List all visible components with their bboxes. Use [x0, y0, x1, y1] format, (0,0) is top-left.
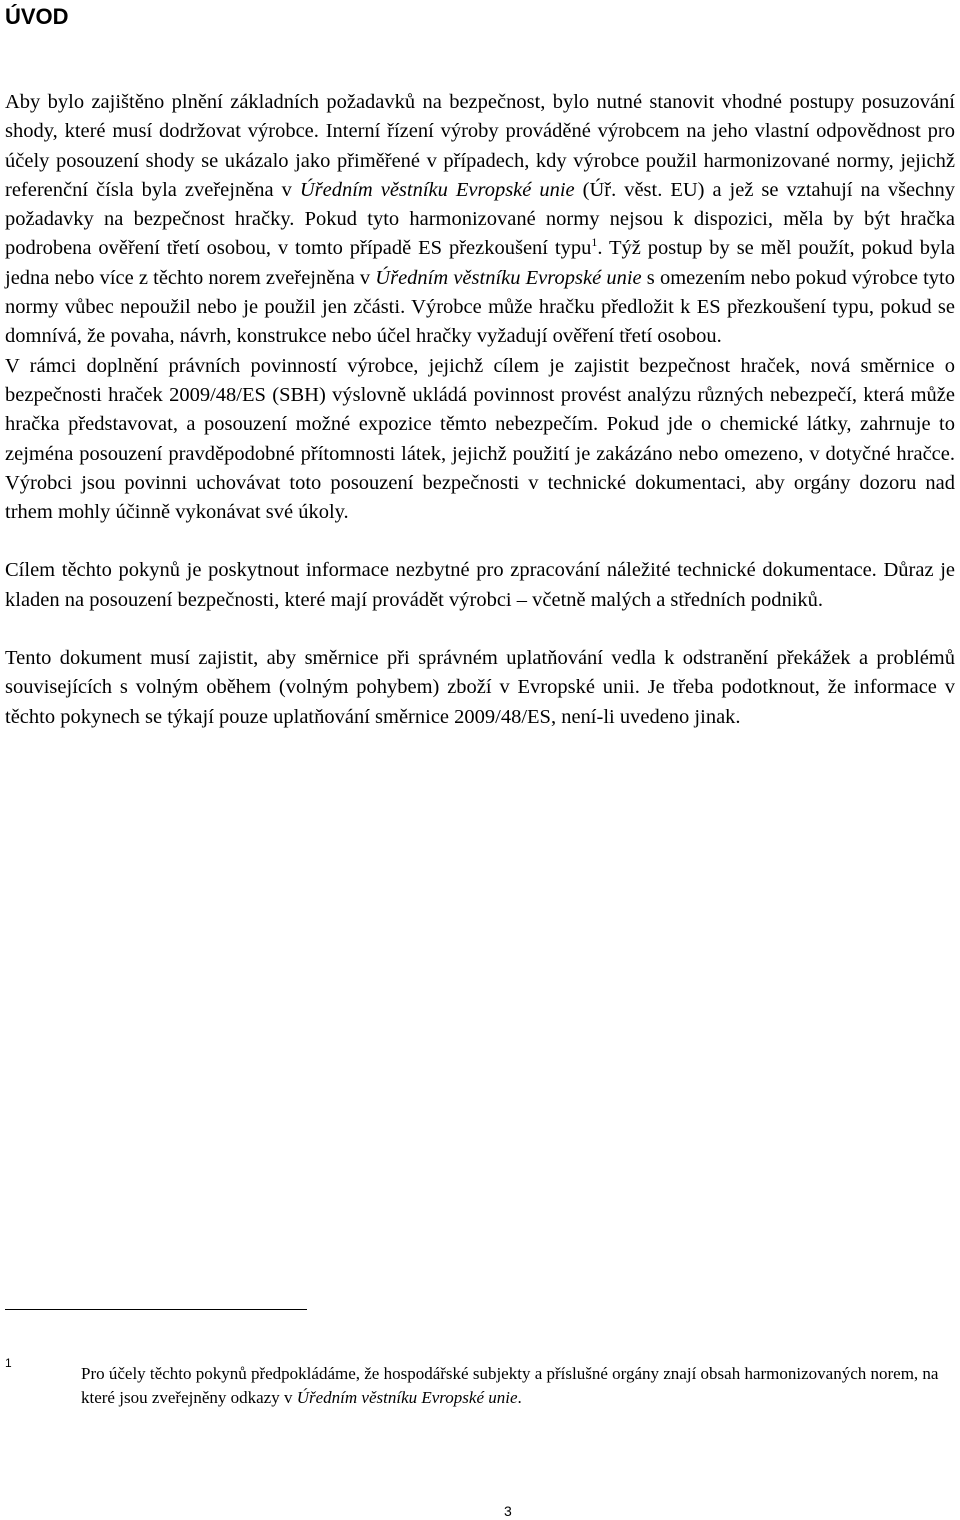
document-body [5, 88, 955, 732]
footnote-reference[interactable]: 1 [591, 235, 598, 250]
paragraph-guidance-aim: Cílem těchto pokynů je poskytnout informace nezbytné pro zpracování náležité technické dokumentace. Důraz je kladen na posouzení bezpečnosti, které mají provádět výrobci – včetně malých a středních podniků. [5, 559, 955, 611]
journal-title: Úředním věstníku Evropské unie [296, 1388, 518, 1407]
paragraph-text: Aby bylo zajištěno plnění základních požadavků na bezpečnost, bylo nutné stanovit vhodné postupy posuzování shody, které musí dodržovat výrobce. Interní řízení výroby prováděné výrobcem na jeho vlastní odpovědnost pro účely posouzení shody se ukázalo jako přiměřené v případech, kdy výrobce použil harmonizované normy, jejichž referenční čísla byla zveřejněna v [5, 91, 955, 201]
page-title: ÚVOD [5, 4, 69, 29]
paragraph-text: s omezením nebo pokud výrobce tyto normy vůbec nepoužil nebo je použil jen zčásti. Výrobce může hračku předložit k ES přezkoušení typu, pokud se domnívá, že povaha, návrh, konstrukce nebo účel hračky vyžadují ověření třetí osobou. [5, 266, 955, 348]
paragraph-document-scope: Tento dokument musí zajistit, aby směrnice při správném uplatňování vedla k odstranění překážek a problémů souvisejících s volným oběhem (volným pohybem) zboží v Evropské unii. Je třeba podotknout, že informace v těchto pokynech se týkají pouze uplatňování směrnice 2009/48/ES, není-li uvedeno jinak. [5, 647, 955, 728]
footnote-separator [5, 1309, 307, 1310]
footnote-text-after: . [517, 1388, 522, 1407]
paragraph-text: (Úř. věst. EU) a jež se vztahují na všechny požadavky na bezpečnost hračky. Pokud tyto harmonizované normy nejsou k dispozici, měla by být hračka podrobena ověření třetí osobou, v tomto případě ES přezkoušení typu [5, 178, 955, 260]
page-number: 3 [504, 1503, 512, 1519]
paragraph-text: . Týž postup by se měl použít, pokud byla jedna nebo více z těchto norem zveřejněna v [5, 237, 955, 289]
paragraph-safety-obligations: V rámci doplnění právních povinností výrobce, jejichž cílem je zajistit bezpečnost hraček, nová směrnice o bezpečnosti hraček 2009/48/ES (SBH) výslovně ukládá povinnost provést analýzu různých nebezpečí, která může hračka představovat, a posouzení možné expozice těmto nebezpečím. Pokud jde o chemické látky, zahrnuje to zejména posouzení pravděpodobné přítomnosti látek, jejichž použití je zakázáno nebo omezeno, v dotyčné hračce. Výrobci jsou povinni uchovávat toto posouzení bezpečnosti v technické dokumentaci, aby orgány dozoru nad trhem mohly účinně vykonávat své úkoly. [5, 354, 955, 524]
footnote-number: 1 [5, 1356, 12, 1370]
paragraph-conformity-assessment [5, 88, 955, 352]
footnote-text [81, 1362, 941, 1410]
journal-title: Úředním věstníku Evropské unie [375, 266, 642, 289]
footnote-text-before: Pro účely těchto pokynů předpokládáme, že hospodářské subjekty a příslušné orgány znají obsah harmonizovaných norem, na které jsou zveřejněny odkazy v [81, 1364, 939, 1407]
journal-title: Úředním věstníku Evropské unie [299, 178, 575, 201]
